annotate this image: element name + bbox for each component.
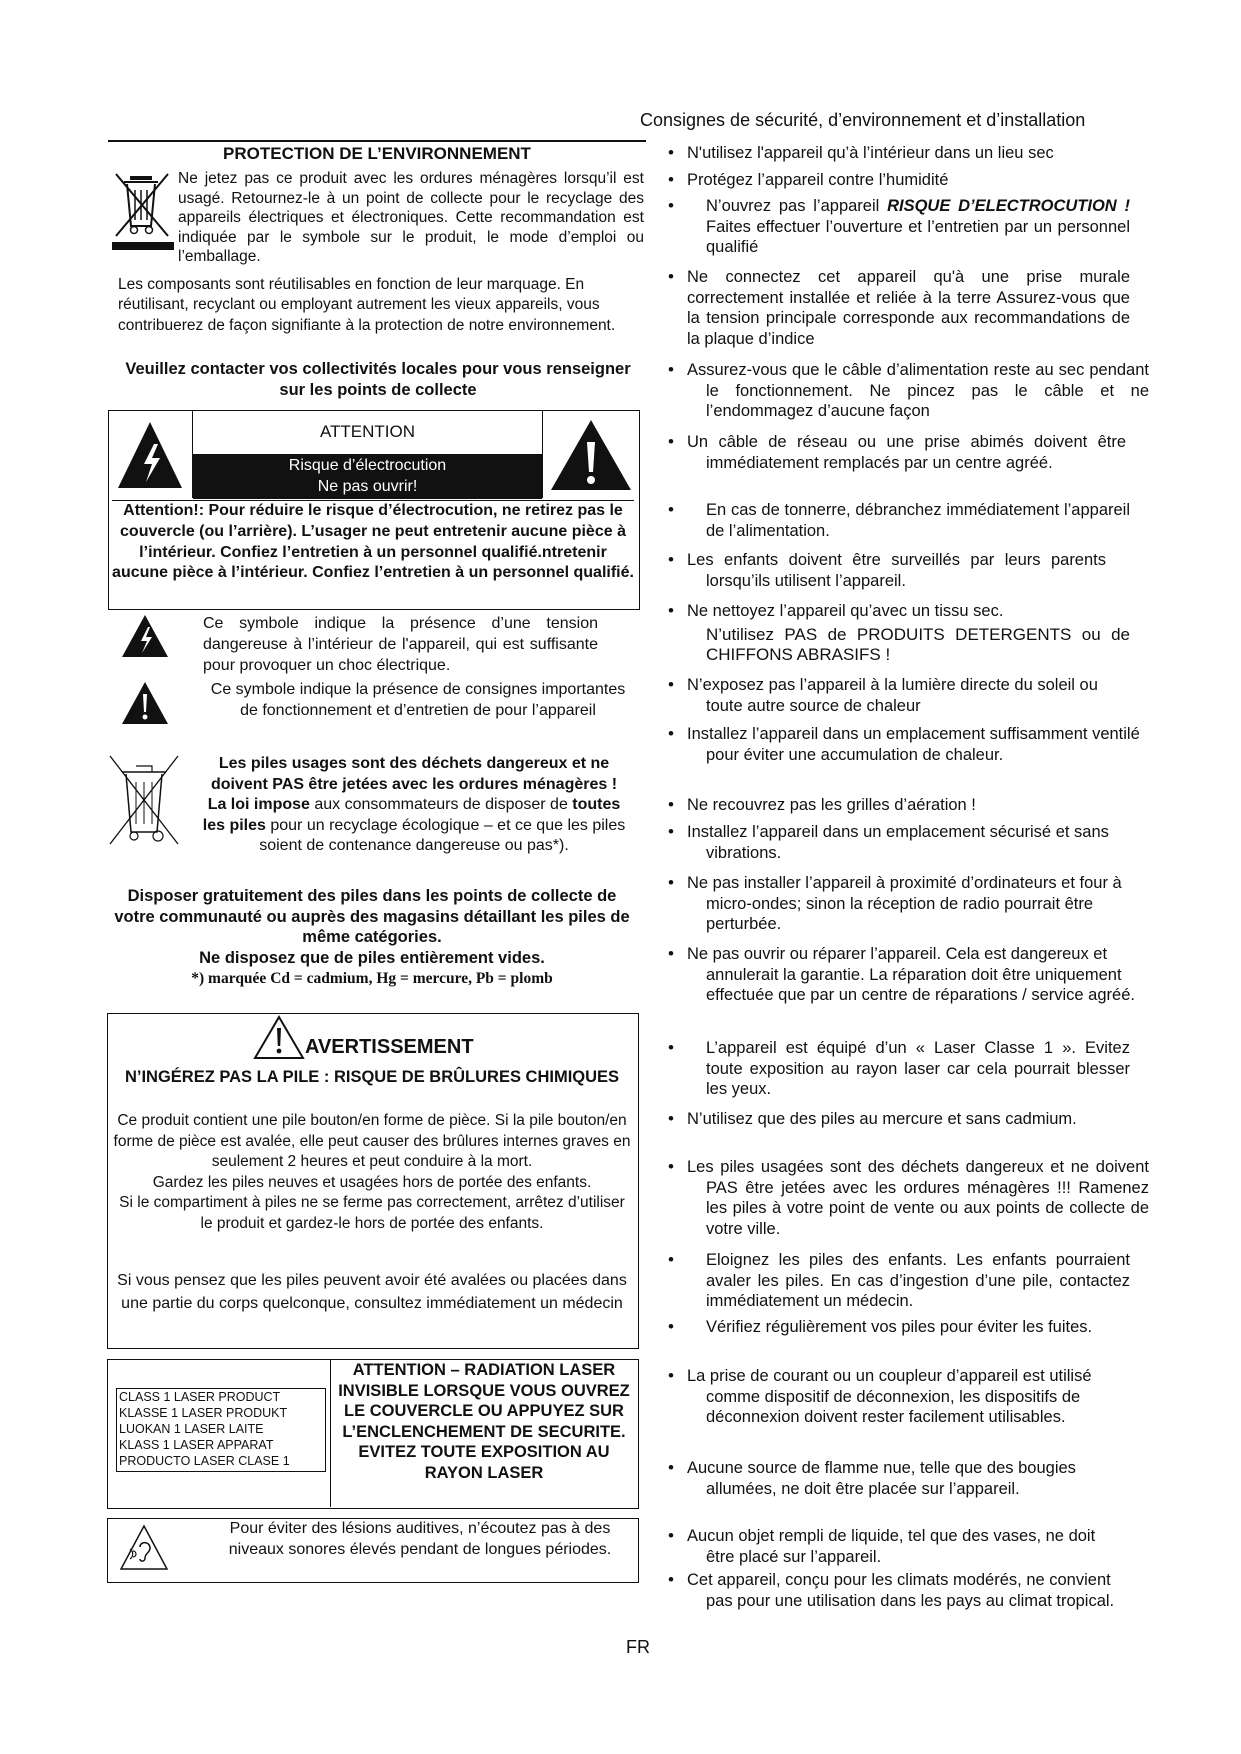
bullet-icon: • — [668, 143, 674, 162]
bullet-icon: • — [668, 601, 674, 620]
safety-item-2: Protégez l’appareil contre l’humidité — [687, 171, 949, 189]
attention-left-cell — [108, 410, 193, 498]
attention-banner-line1: Risque d’électrocution — [288, 457, 447, 474]
safety-item-9 — [687, 601, 1130, 666]
bullet-icon: • — [668, 724, 674, 743]
safety-item-21: La prise de courant ou un coupleur d’appareil est utilisé comme dispositif de déconnexion, les dispositifs de déconnexion doivent rester facilement utilisables. — [687, 1367, 1092, 1427]
warning-body — [112, 1111, 632, 1235]
safety-item-7: En cas de tonnerre, débranchez immédiatement l’appareil de l’alimentation. — [706, 501, 1130, 540]
laser-label-line: LUOKAN 1 LASER LAITE — [119, 1422, 264, 1436]
bullet-icon: • — [668, 550, 674, 569]
environment-text-reuse: Les composants sont réutilisables en fonction de leur marquage. En réutilisant, recyclant ou employant autrement les vieux appareils, vous contribuerez de façon signifiante à la protection de notre environnement. — [118, 276, 616, 334]
bullet-icon: • — [668, 822, 674, 841]
attention-body: Attention!: Pour réduire le risque d’électrocution, ne retirez pas le couvercle (ou l’arrière). L’usager ne peut entretenir aucune pièce à l’intérieur. Confiez l’entretien à un personnel qualifié.ntretenir aucune pièce à l’intérieur. Confiez l’entretien à un personnel qualifié. — [112, 500, 634, 584]
attention-right-cell — [542, 410, 639, 498]
safety-item-15: Ne pas ouvrir ou réparer l’appareil. Cela est dangereux et annulerait la garantie. La réparation doit être uniquement effectuée que par un centre de réparations / service agréé. — [687, 945, 1135, 1005]
battery-collect-text: Disposer gratuitement des piles dans les points de collecte de votre communauté ou auprès des magasins détaillant les piles de même catégories. — [114, 887, 630, 946]
battery-text-normal1: aux consommateurs de disposer de — [309, 796, 573, 813]
laser-radiation-warning: ATTENTION – RADIATION LASER INVISIBLE LORSQUE VOUS OUVREZ LE COUVERCLE OU APPUYEZ SUR L’ENCLENCHEMENT DE SECURITE. EVITEZ TOUTE EXPOSITION AU RAYON LASER — [338, 1361, 630, 1482]
bullet-icon: • — [668, 675, 674, 694]
safety-item-3-pre: N’ouvrez pas l’appareil — [706, 197, 888, 215]
battery-text-normal2: pour un recyclage écologique – et ce que les piles soient de contenance dangereuse ou pas*). — [259, 816, 626, 854]
safety-item-4 — [687, 267, 1130, 349]
warning-paragraph-2: Gardez les piles neuves et usagées hors de portée des enfants. — [152, 1173, 592, 1191]
bullet-icon: • — [668, 432, 674, 451]
hearing-warning-icon — [118, 1523, 170, 1573]
safety-item-13: Installez l’appareil dans un emplacement sécurisé et sans vibrations. — [687, 823, 1109, 862]
safety-item-20: Vérifiez régulièrement vos piles pour éviter les fuites. — [706, 1318, 1093, 1336]
safety-item-16: L’appareil est équipé d’un « Laser Classe 1 ». Evitez toute exposition au rayon laser car cela pourrait blesser les yeux. — [706, 1039, 1130, 1099]
safety-item-19: Eloignez les piles des enfants. Les enfants pourraient avaler les piles. En cas d’ingestion d’une pile, contactez immédiatement un médecin. — [706, 1251, 1130, 1311]
safety-item-23: Aucun objet rempli de liquide, tel que des vases, ne doit être placé sur l’appareil. — [687, 1527, 1096, 1566]
warning-paragraph-3: Si le compartiment à piles ne se ferme pas correctement, arrêtez d’utiliser le produit et gardez-le hors de portée des enfants. — [119, 1194, 625, 1232]
safety-item-4-text: Ne connectez cet appareil qu'à une prise murale correctement installée et reliée à la terre Assurez-vous que la tension principale corresponde aux recommandations de la plaque d’indice — [687, 268, 1130, 348]
page-header-title: Consignes de sécurité, d’environnement et d’installation — [640, 110, 1086, 130]
environment-contact: Veuillez contacter vos collectivités locales pour vous renseigner sur les points de collecte — [125, 360, 631, 399]
battery-text-bold1: Les piles usages sont des déchets dangereux et ne doivent PAS être jetées avec les ordures ménagères ! La loi impose — [207, 755, 618, 813]
safety-item-18: Les piles usagées sont des déchets dangereux et ne doivent PAS être jetées avec les ordures ménagères !!! Ramenez les piles à votre point de vente ou aux points de collecte de votre ville. — [687, 1158, 1149, 1238]
bullet-icon: • — [668, 1458, 674, 1477]
safety-item-9a: Ne nettoyez l’appareil qu’avec un tissu sec. — [687, 602, 1004, 620]
bullet-icon: • — [668, 196, 674, 215]
battery-bin-icon — [108, 752, 180, 846]
laser-label-line: KLASS 1 LASER APPARAT — [119, 1438, 274, 1452]
warning-paragraph-4: Si vous pensez que les piles peuvent avoir été avalées ou placées dans une partie du corps quelconque, consultez immédiatement un médecin — [117, 1272, 627, 1313]
safety-item-5: Assurez-vous que le câble d’alimentation reste au sec pendant le fonctionnement. Ne pincez pas le câble et ne l’endommagez d’aucune façon — [687, 361, 1149, 421]
bullet-icon: • — [668, 795, 674, 814]
safety-item-11: Installez l’appareil dans un emplacement suffisamment ventilé pour éviter une accumulation de chaleur. — [687, 725, 1140, 764]
bullet-icon: • — [668, 1038, 674, 1057]
safety-item-9b: N’utilisez PAS de PRODUITS DETERGENTS ou de CHIFFONS ABRASIFS ! — [706, 624, 1130, 665]
laser-box-divider — [330, 1359, 331, 1507]
attention-title: ATTENTION — [319, 422, 416, 441]
exclamation-symbol-icon — [120, 680, 170, 726]
laser-label-line: PRODUCTO LASER CLASE 1 — [119, 1454, 290, 1468]
safety-item-10: N’exposez pas l’appareil à la lumière directe du soleil ou toute autre source de chaleur — [687, 676, 1098, 715]
laser-label-line: CLASS 1 LASER PRODUCT — [119, 1390, 281, 1404]
warning-paragraph-1: Ce produit contient une pile bouton/en forme de pièce. Si la pile bouton/en forme de pièce est avalée, elle peut causer des brûlures internes graves en seulement 2 heures et peut conduire à la mort. — [113, 1112, 631, 1171]
safety-item-3-post: Faites effectuer l’ouverture et l’entretien par un personnel qualifié — [706, 217, 1130, 257]
bullet-icon: • — [668, 1366, 674, 1385]
bullet-icon: • — [668, 170, 674, 189]
battery-collect-block — [112, 886, 632, 968]
bullet-icon: • — [668, 1526, 674, 1545]
safety-item-14: Ne pas installer l’appareil à proximité d’ordinateurs et four à micro-ondes; sinon la réception de radio pourrait être perturbée. — [687, 874, 1122, 934]
battery-disposal-text — [200, 754, 628, 857]
battery-empty-text: Ne disposez que de piles entièrement vides. — [199, 948, 545, 967]
lightning-symbol-icon — [120, 613, 170, 659]
safety-item-3-em: RISQUE D’ELECTROCUTION ! — [887, 197, 1130, 215]
environment-text: Ne jetez pas ce produit avec les ordures ménagères lorsqu’il est usagé. Retournez-le à un point de collecte pour le recyclage des appareils électriques et électroniques. Cette recommandation est indiquée par le symbole sur le produit, le mode d’emploi ou l’emballage. — [178, 170, 644, 266]
bullet-icon: • — [668, 500, 674, 519]
laser-label-line: KLASSE 1 LASER PRODUKT — [119, 1406, 288, 1420]
laser-class-label — [116, 1388, 326, 1472]
safety-item-8: Les enfants doivent être surveillés par leurs parents lorsqu’ils utilisent l’appareil. — [687, 551, 1106, 590]
bullet-icon: • — [668, 1109, 674, 1128]
lightning-warning-icon — [108, 410, 192, 498]
attention-banner-line2: Ne pas ouvrir! — [317, 478, 418, 495]
bullet-icon: • — [668, 873, 674, 892]
safety-item-3 — [706, 196, 1130, 258]
bullet-icon: • — [668, 1317, 674, 1336]
warning-subtitle: N’INGÉREZ PAS LA PILE : RISQUE DE BRÛLURES CHIMIQUES — [124, 1068, 620, 1086]
battery-text-bold2: toutes les piles — [202, 796, 621, 834]
bullet-icon: • — [668, 1157, 674, 1176]
warning-title: AVERTISSEMENT — [305, 1036, 474, 1058]
warning-triangle-icon — [253, 1014, 305, 1060]
exclamation-symbol-text: Ce symbole indique la présence de consignes importantes de fonctionnement et d’entretien de pour l’appareil — [210, 681, 626, 719]
safety-item-22: Aucune source de flamme nue, telle que des bougies allumées, ne doit être placée sur l’appareil. — [687, 1459, 1076, 1498]
exclamation-warning-icon — [543, 410, 639, 498]
bullet-icon: • — [668, 944, 674, 963]
lightning-symbol-text: Ce symbole indique la présence d’une tension dangereuse à l’intérieur de l'appareil, qui est suffisante pour provoquer un choc électrique. — [203, 615, 598, 674]
hearing-warning-text: Pour éviter des lésions auditives, n’écoutez pas à des niveaux sonores élevés pendant de longues périodes. — [228, 1520, 612, 1558]
bullet-icon: • — [668, 267, 674, 286]
battery-marking-note: *) marquée Cd = cadmium, Hg = mercure, Pb = plomb — [191, 970, 553, 987]
safety-item-6: Un câble de réseau ou une prise abimés doivent être immédiatement remplacés par un centre agréé. — [687, 433, 1126, 472]
environment-title: PROTECTION DE L’ENVIRONNEMENT — [108, 140, 646, 164]
safety-item-24: Cet appareil, conçu pour les climats modérés, ne convient pas pour une utilisation dans les pays au climat tropical. — [687, 1571, 1115, 1610]
bullet-icon: • — [668, 1570, 674, 1589]
crossed-bin-icon — [112, 170, 174, 250]
attention-electrocution-banner — [193, 454, 542, 499]
safety-item-1: N'utilisez l'appareil qu’à l’intérieur dans un lieu sec — [687, 144, 1054, 162]
page-language-footer: FR — [626, 1637, 650, 1657]
bullet-icon: • — [668, 360, 674, 379]
safety-item-17: N’utilisez que des piles au mercure et sans cadmium. — [687, 1110, 1077, 1128]
bullet-icon: • — [668, 1250, 674, 1269]
safety-item-12: Ne recouvrez pas les grilles d’aération ! — [687, 796, 976, 814]
